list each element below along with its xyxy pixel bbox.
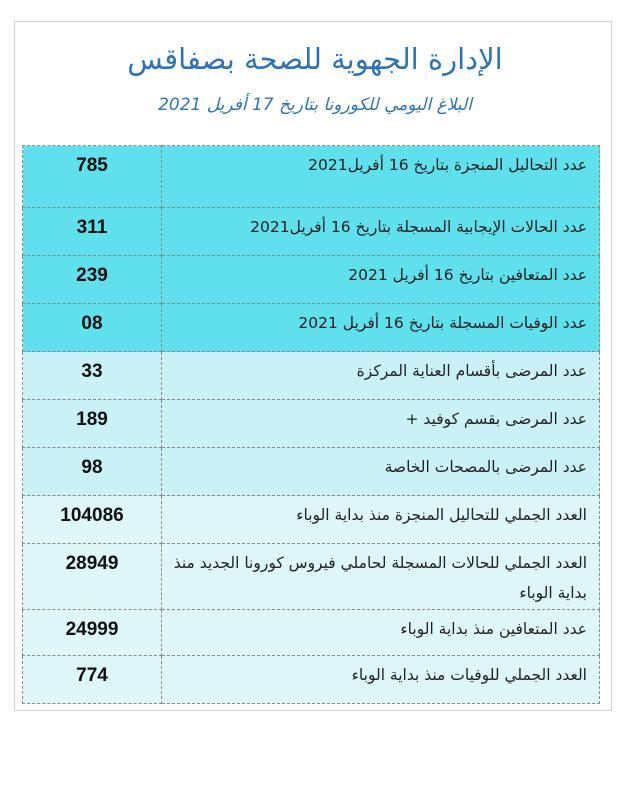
stat-value: 774 xyxy=(23,656,162,704)
stat-label: عدد المرضى بالمصحات الخاصة xyxy=(162,448,600,496)
table-row xyxy=(23,304,600,352)
table-row xyxy=(23,544,600,610)
stat-value: 24999 xyxy=(23,610,162,656)
stats-table xyxy=(22,145,600,704)
stat-label: عدد المتعافين منذ بداية الوباء xyxy=(162,610,600,656)
stat-label: العدد الجملي للوفيات منذ بداية الوباء xyxy=(162,656,600,704)
stat-label: عدد المرضى بقسم كوفيد + xyxy=(162,400,600,448)
stat-value: 311 xyxy=(23,208,162,256)
stat-value: 28949 xyxy=(23,544,162,610)
table-row xyxy=(23,610,600,656)
stat-value: 33 xyxy=(23,352,162,400)
page-title: الإدارة الجهوية للصحة بصفاقس xyxy=(127,42,503,76)
stat-value: 189 xyxy=(23,400,162,448)
stat-value: 104086 xyxy=(23,496,162,544)
table-row xyxy=(23,208,600,256)
stat-label: عدد الحالات الإيجابية المسجلة بتاريخ 16 أفريل2021 xyxy=(162,208,600,256)
stat-label: العدد الجملي للتحاليل المنجزة منذ بداية الوباء xyxy=(162,496,600,544)
stat-label: عدد المتعافين بتاريخ 16 أفريل 2021 xyxy=(162,256,600,304)
table-row xyxy=(23,496,600,544)
bulletin-subtitle: البلاغ اليومي للكورونا بتاريخ 17 أفريل 2021 xyxy=(158,95,472,115)
table-row xyxy=(23,352,600,400)
table-row xyxy=(23,146,600,208)
table-row xyxy=(23,256,600,304)
stat-label: عدد المرضى بأقسام العناية المركزة xyxy=(162,352,600,400)
stat-value: 785 xyxy=(23,146,162,208)
stat-label: عدد التحاليل المنجزة بتاريخ 16 أفريل2021 xyxy=(162,146,600,208)
table-row xyxy=(23,448,600,496)
stat-value: 239 xyxy=(23,256,162,304)
stat-label: عدد الوفيات المسجلة بتاريخ 16 أفريل 2021 xyxy=(162,304,600,352)
stat-label: العدد الجملي للحالات المسجلة لحاملي فيروس كورونا الجديد منذ بداية الوباء xyxy=(162,544,600,610)
stat-value: 08 xyxy=(23,304,162,352)
table-row xyxy=(23,656,600,704)
table-row xyxy=(23,400,600,448)
stat-value: 98 xyxy=(23,448,162,496)
